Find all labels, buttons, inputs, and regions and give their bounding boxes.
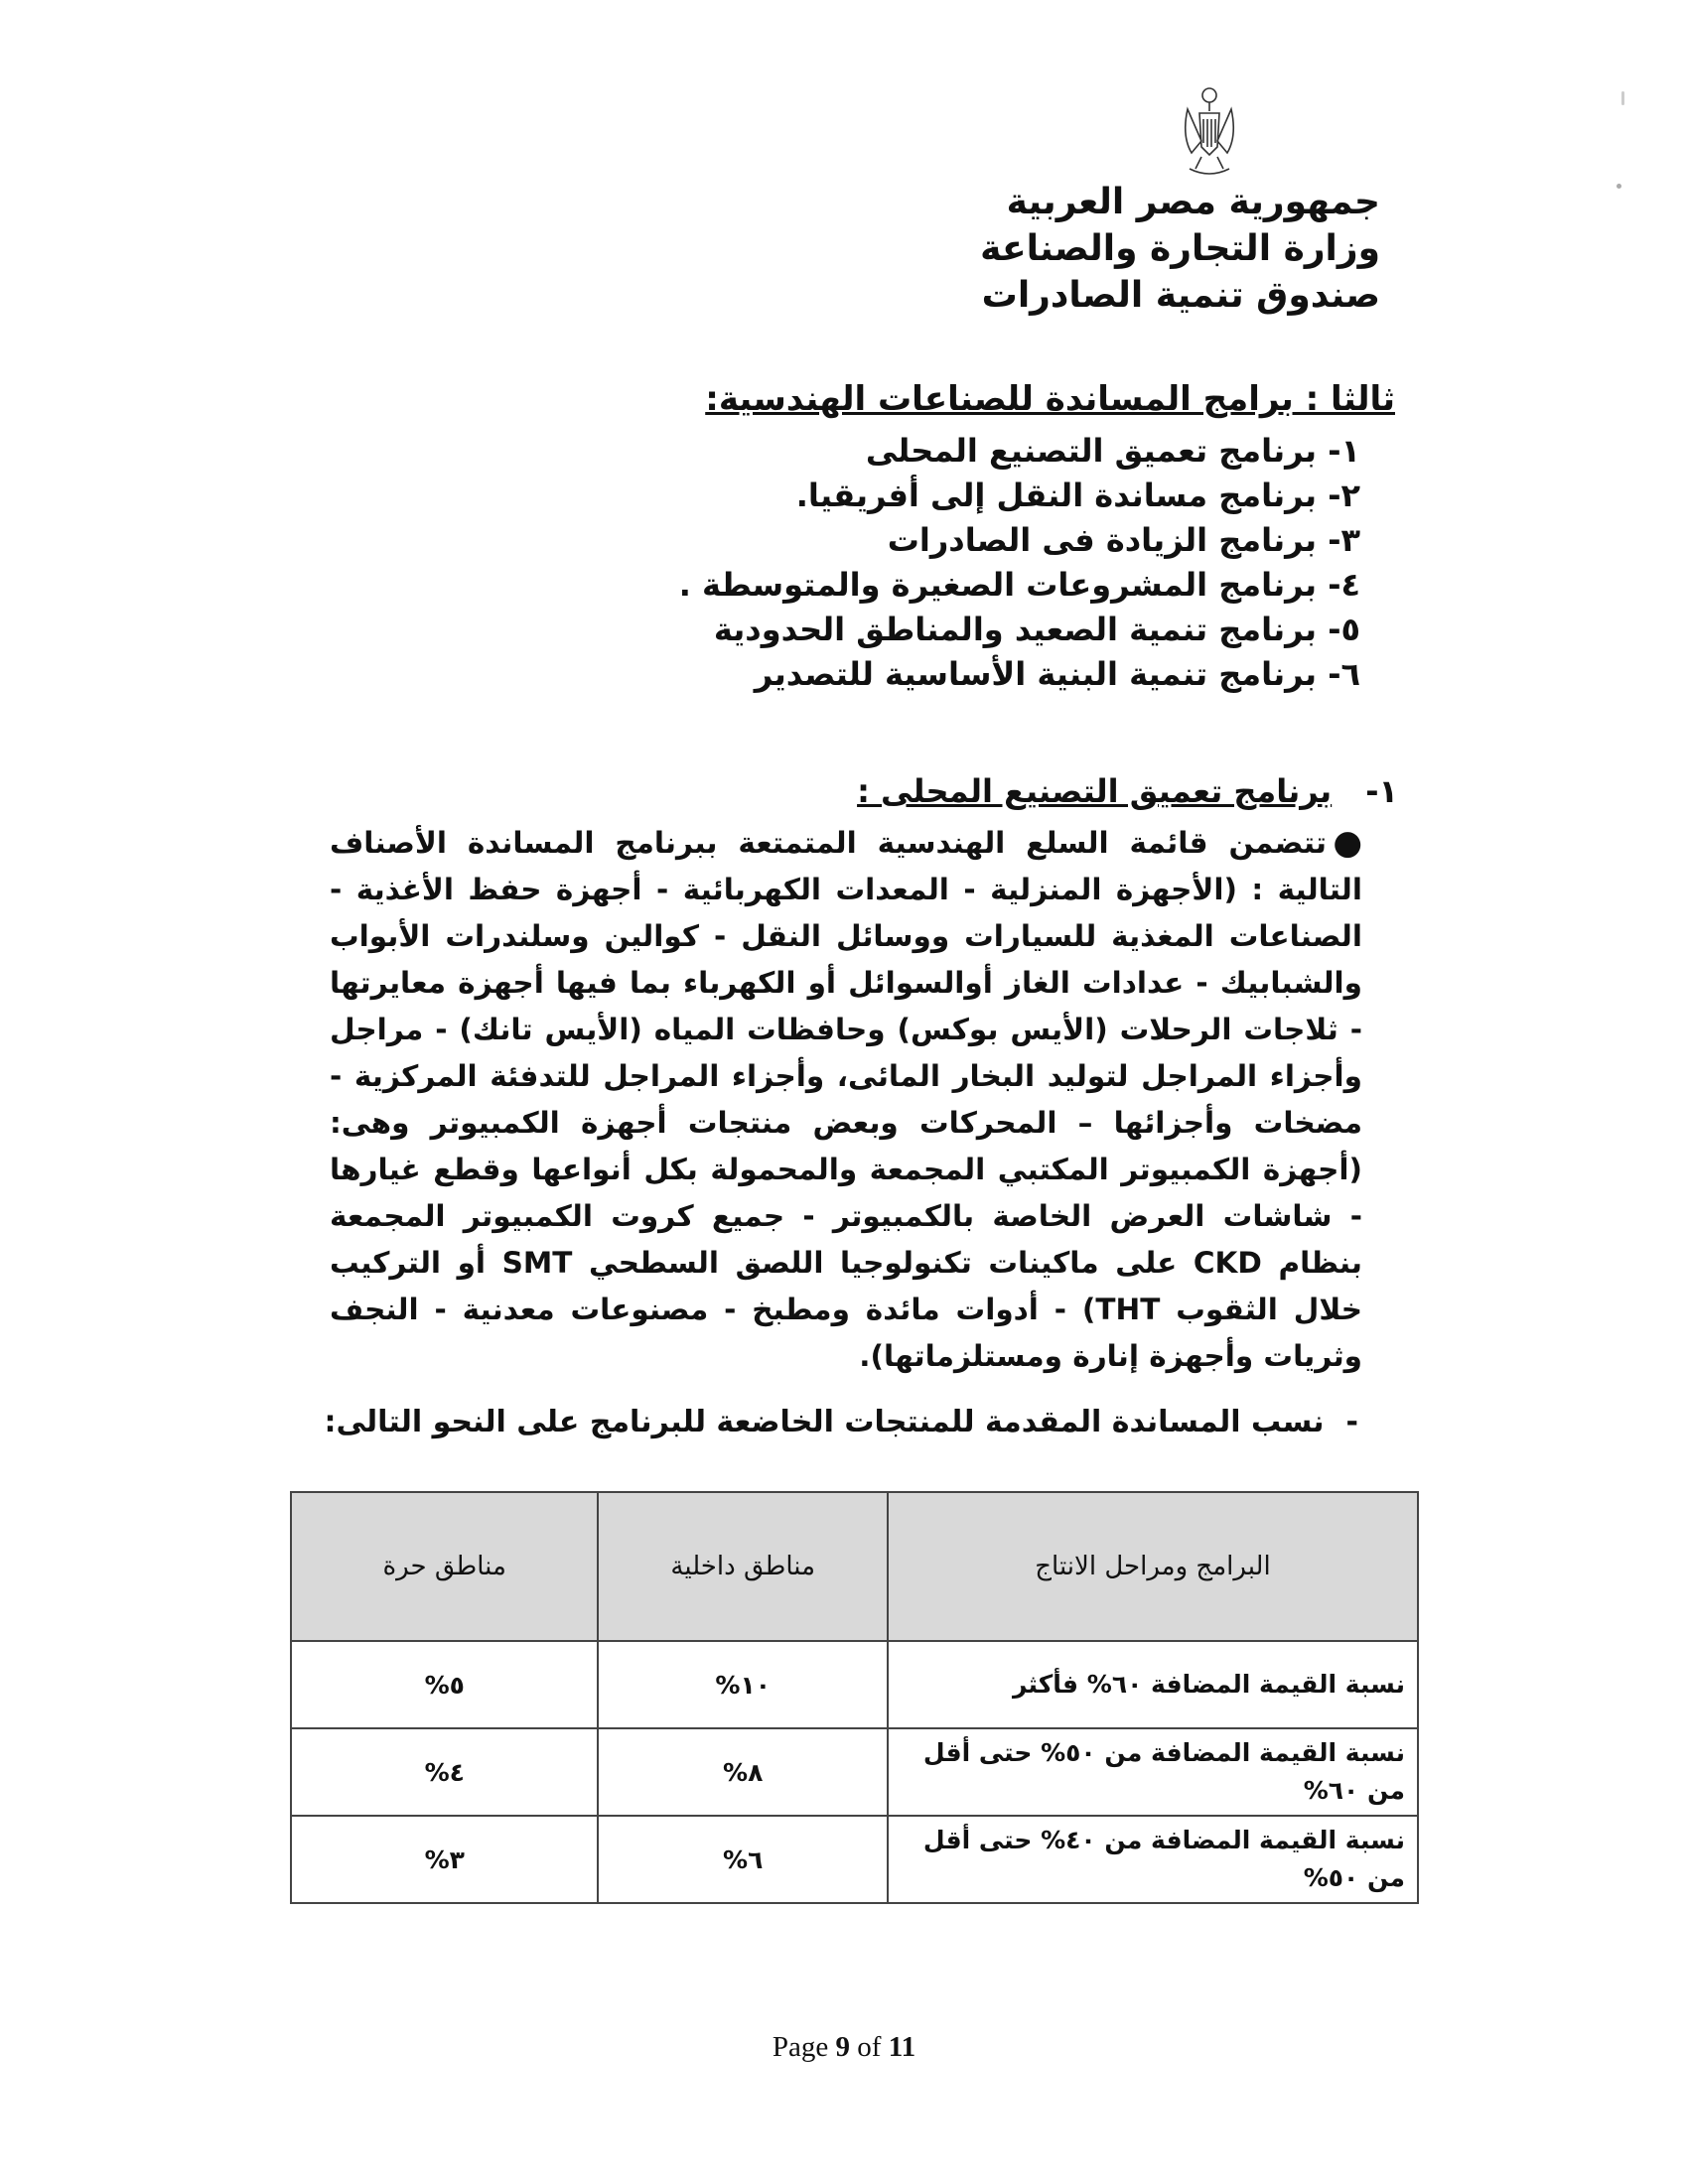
header-ministry: وزارة التجارة والصناعة	[980, 228, 1380, 269]
support-rates-table	[290, 1491, 1419, 1904]
row-program: نسبة القيمة المضافة ٦٠% فأكثر	[888, 1641, 1418, 1728]
table-header-row	[291, 1492, 1418, 1641]
list-item: ٣- برنامج الزيادة فى الصادرات	[887, 521, 1360, 559]
row-free: ٥%	[291, 1641, 598, 1728]
row-program: نسبة القيمة المضافة من ٥٠% حتى أقل من ٦٠%	[888, 1728, 1418, 1816]
list-item: ١- برنامج تعميق التصنيع المحلى	[865, 432, 1360, 470]
row-free: ٣%	[291, 1816, 598, 1903]
page-footer	[0, 2031, 1688, 2064]
row-program: نسبة القيمة المضافة من ٤٠% حتى أقل من ٥٠%	[888, 1816, 1418, 1903]
scan-speck	[1621, 91, 1624, 105]
table-row	[291, 1728, 1418, 1816]
ministry-header	[980, 179, 1380, 319]
row-free: ٤%	[291, 1728, 598, 1816]
table-row	[291, 1641, 1418, 1728]
ratio-intro	[325, 1405, 1359, 1439]
footer-of-word: of	[857, 2031, 882, 2063]
products-paragraph	[330, 820, 1362, 1380]
header-internal: مناطق داخلية	[598, 1492, 887, 1641]
list-item: ٤- برنامج المشروعات الصغيرة والمتوسطة .	[678, 566, 1360, 604]
list-item: ٦- برنامج تنمية البنية الأساسية للتصدير	[754, 655, 1360, 693]
row-internal: ١٠%	[598, 1641, 887, 1728]
header-country: جمهورية مصر العربية	[1006, 182, 1380, 222]
list-item: ٥- برنامج تنمية الصعيد والمناطق الحدودية	[713, 611, 1360, 648]
footer-current-page: 9	[835, 2031, 851, 2063]
products-text: تتضمن قائمة السلع الهندسية المتمتعة ببرنامج المساندة الأصناف التالية : (الأجهزة المنزلية - المعدات الكهربائية - أجهزة حفظ الأغذية - الصناعات المغذية للسيارات ووسائل النقل - كوالين وسلندرات الأبواب والشبابيك - عدادات الغاز أوالسوائل أو الكهرباء بما فيها أجهزة معايرتها - ثلاجات الرحلات (الأيس بوكس) وحافظات المياه (الأيس تانك) - مراجل وأجزاء المراجل لتوليد البخار المائى، وأجزاء المراجل للتدفئة المركزية - مضخات وأجزائها – المحركات وبعض منتجات أجهزة الكمبيوتر وهى: (أجهزة الكمبيوتر المكتبي المجمعة والمحمولة بكل أنواعها وقطع غيارها - شاشات العرض الخاصة بالكمبيوتر - جميع كروت الكمبيوتر المجمعة بنظام CKD على ماكينات تكنولوجيا اللصق السطحي SMT أو التركيب خلال الثقوب THT) - أدوات مائدة ومطبخ - مصنوعات معدنية - النجف وثريات وأجهزة إنارة ومستلزماتها).	[330, 826, 1362, 1373]
subsection-title: برنامج تعميق التصنيع المحلى :	[857, 772, 1333, 810]
list-item: ٢- برنامج مساندة النقل إلى أفريقيا.	[795, 477, 1360, 514]
dash-marker: -	[1345, 1405, 1358, 1439]
section-title: ثالثا : برامج المساندة للصناعات الهندسية:	[705, 379, 1395, 419]
table-row	[291, 1816, 1418, 1903]
header-programs: البرامج ومراحل الانتاج	[888, 1492, 1418, 1641]
bullet-icon: ●	[1333, 823, 1362, 863]
subsection-heading	[857, 772, 1398, 810]
footer-page-word: Page	[772, 2031, 829, 2063]
subsection-number: ١-	[1365, 772, 1398, 810]
row-internal: ٨%	[598, 1728, 887, 1816]
header-fund: صندوق تنمية الصادرات	[981, 275, 1380, 316]
footer-total-pages: 11	[888, 2031, 916, 2063]
header-free: مناطق حرة	[291, 1492, 598, 1641]
programs-list	[679, 429, 1360, 697]
row-internal: ٦%	[598, 1816, 887, 1903]
ratio-intro-text: نسب المساندة المقدمة للمنتجات الخاضعة للبرنامج على النحو التالى:	[324, 1405, 1325, 1439]
eagle-emblem-icon	[1180, 81, 1239, 179]
scan-speck	[1617, 184, 1621, 189]
